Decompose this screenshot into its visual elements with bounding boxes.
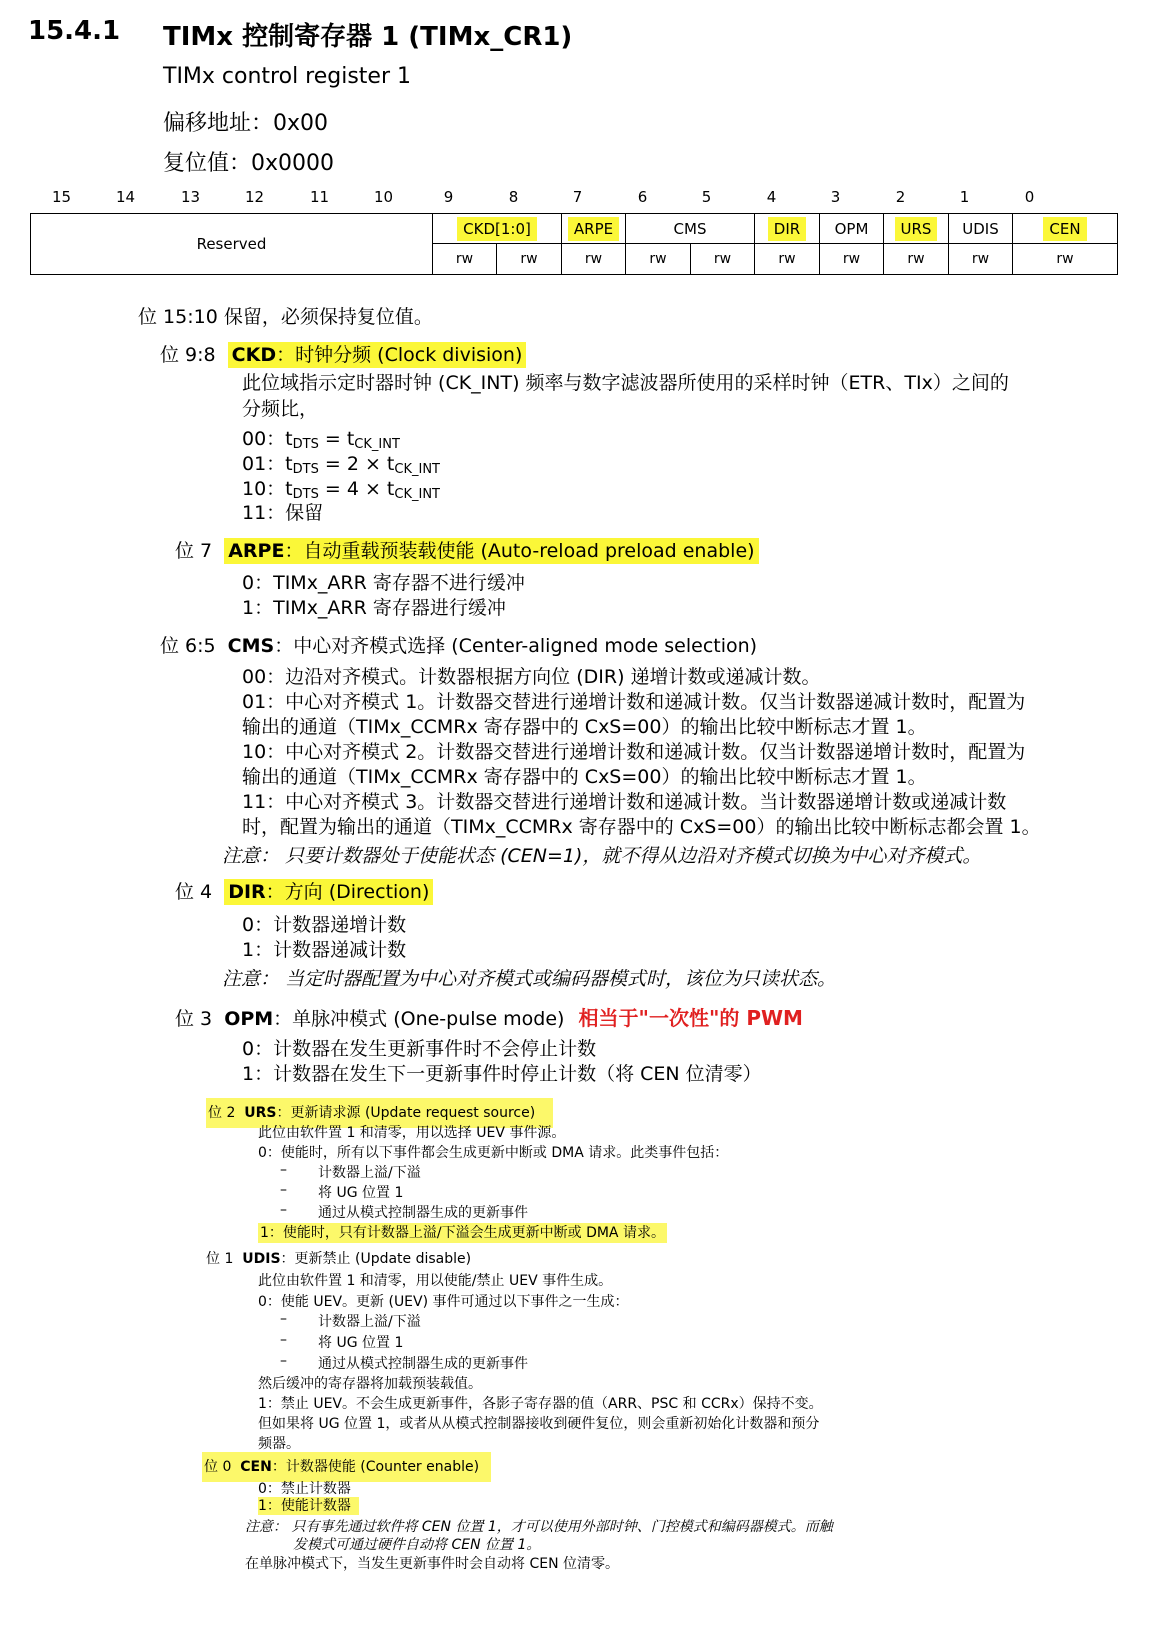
- cms-line: 01：中心对齐模式 1。计数器交替进行递增计数和递减计数。仅当计数器递减计数时，配置为: [242, 691, 1026, 713]
- bit-number: 10: [373, 188, 394, 206]
- section-number: 15.4.1: [28, 16, 121, 46]
- dash: –: [280, 1162, 287, 1178]
- bit-number-row: [28, 188, 1118, 208]
- cms-note: 注意： 只要计数器处于使能状态 (CEN=1)，就不得从边沿对齐模式切换为中心对齐模式。: [222, 845, 982, 867]
- dash: –: [280, 1182, 287, 1198]
- udis-line: 0：使能 UEV。更新 (UEV) 事件可通过以下事件之一生成：: [258, 1294, 629, 1310]
- udis-event: 通过从模式控制器生成的更新事件: [318, 1356, 528, 1372]
- udis-heading: 位 1 UDIS：更新禁止 (Update disable): [206, 1251, 472, 1267]
- ckd-value-10: 10：$t_{DTS} = 4 \times t_{CK\_INT}$: [242, 478, 440, 502]
- field-ckd: CKD[1:0]: [433, 214, 562, 244]
- bit-number: 12: [244, 188, 265, 206]
- opm-value-1: 1：计数器在发生下一更新事件时停止计数（将 CEN 位清零）: [242, 1063, 762, 1085]
- field-cen: CEN: [1013, 214, 1117, 244]
- bits-15-10-description: 位 15:10 保留，必须保持复位值。: [138, 306, 433, 328]
- bit-number: 14: [115, 188, 136, 206]
- bit-number: 2: [895, 188, 906, 206]
- cms-line: 10：中心对齐模式 2。计数器交替进行递增计数和递减计数。仅当计数器递增计数时，配置为: [242, 741, 1026, 763]
- arpe-heading: 位 7 ARPE：自动重载预装载使能 (Auto-reload preload enable): [175, 536, 759, 563]
- field-opm: OPM: [820, 214, 884, 244]
- cen-heading: 位 0 CEN：计数器使能 (Counter enable): [202, 1452, 491, 1482]
- access-rw: rw: [949, 244, 1013, 274]
- arpe-value-1: 1：TIMx_ARR 寄存器进行缓冲: [242, 597, 506, 619]
- bit-number: 1: [959, 188, 970, 206]
- opm-heading: 位 3 OPM：单脉冲模式 (One-pulse mode) 相当于"一次性"的 PWM: [175, 1006, 803, 1030]
- udis-line: 1：禁止 UEV。不会生成更新事件，各影子寄存器的值（ARR、PSC 和 CCRx）保持不变。: [258, 1396, 823, 1412]
- access-rw: rw: [433, 244, 497, 274]
- urs-line: 0：使能时，所有以下事件都会生成更新中断或 DMA 请求。此类事件包括：: [258, 1145, 729, 1161]
- cen-line: 在单脉冲模式下，当发生更新事件时会自动将 CEN 位清零。: [245, 1556, 619, 1572]
- urs-line: 此位由软件置 1 和清零，用以选择 UEV 事件源。: [258, 1125, 566, 1141]
- field-udis: UDIS: [949, 214, 1013, 244]
- udis-event: 计数器上溢/下溢: [318, 1314, 421, 1330]
- reserved-field: Reserved: [31, 214, 433, 274]
- bit-number: 7: [572, 188, 583, 206]
- bit-number: 6: [637, 188, 648, 206]
- cms-line: 输出的通道（TIMx_CCMRx 寄存器中的 CxS=00）的输出比较中断标志才置 1。: [242, 716, 927, 738]
- field-cms: CMS: [626, 214, 755, 244]
- ckd-value-01: 01：$t_{DTS} = 2 \times t_{CK\_INT}$: [242, 453, 440, 477]
- field-urs: URS: [884, 214, 949, 244]
- cen-value-1: 1：使能计数器: [258, 1495, 359, 1515]
- dash: –: [280, 1353, 287, 1369]
- bit-number: 15: [51, 188, 72, 206]
- opm-annotation: 相当于"一次性"的 PWM: [578, 1006, 803, 1030]
- cms-line: 时，配置为输出的通道（TIMx_CCMRx 寄存器中的 CxS=00）的输出比较中断标志都会置 1。: [242, 816, 1041, 838]
- dash: –: [280, 1202, 287, 1218]
- dash: –: [280, 1332, 287, 1348]
- cen-value-0: 0：禁止计数器: [258, 1481, 351, 1497]
- bit-number: 13: [180, 188, 201, 206]
- opm-value-0: 0：计数器在发生更新事件时不会停止计数: [242, 1038, 597, 1060]
- section-title: TIMx 控制寄存器 1 (TIMx_CR1): [163, 22, 573, 52]
- udis-line: 但如果将 UG 位置 1，或者从从模式控制器接收到硬件复位，则会重新初始化计数器和预分: [258, 1416, 820, 1432]
- cen-note: 发模式可通过硬件自动将 CEN 位置 1。: [293, 1537, 541, 1553]
- urs-event: 通过从模式控制器生成的更新事件: [318, 1205, 528, 1221]
- access-rw: rw: [626, 244, 691, 274]
- access-rw: rw: [497, 244, 562, 274]
- udis-line: 频器。: [258, 1436, 300, 1452]
- cms-line: 11：中心对齐模式 3。计数器交替进行递增计数和递减计数。当计数器递增计数或递减计数: [242, 791, 1007, 813]
- access-rw: rw: [562, 244, 626, 274]
- urs-event: 将 UG 位置 1: [318, 1185, 404, 1201]
- register-table: [30, 213, 1118, 275]
- dash: –: [280, 1311, 287, 1327]
- bit-number: 3: [830, 188, 841, 206]
- access-rw: rw: [1056, 251, 1074, 267]
- bit-number: 0: [1024, 188, 1035, 206]
- bit-number: 11: [309, 188, 330, 206]
- ckd-desc: 此位域指示定时器时钟 (CK_INT) 频率与数字滤波器所使用的采样时钟（ETR、TIx）之间的 分频比，: [242, 372, 1009, 420]
- cen-note: 注意： 只有事先通过软件将 CEN 位置 1，才可以使用外部时钟、门控模式和编码器模式。而触: [245, 1519, 833, 1535]
- udis-event: 将 UG 位置 1: [318, 1335, 404, 1351]
- udis-line: 此位由软件置 1 和清零，用以使能/禁止 UEV 事件生成。: [258, 1273, 613, 1289]
- urs-heading: 位 2 URS：更新请求源 (Update request source): [206, 1098, 553, 1128]
- urs-value-1: 1：使能时，只有计数器上溢/下溢会生成更新中断或 DMA 请求。: [260, 1225, 665, 1241]
- udis-line: 然后缓冲的寄存器将加载预装载值。: [258, 1376, 482, 1392]
- register-english-name: TIMx control register 1: [163, 64, 412, 89]
- field-arpe: ARPE: [562, 214, 626, 244]
- access-rw: rw: [691, 244, 755, 274]
- reset-value: 复位值：0x0000: [163, 151, 335, 176]
- ckd-heading: 位 9:8 CKD：时钟分频 (Clock division): [160, 340, 526, 367]
- bit-number: 5: [701, 188, 712, 206]
- dir-value-1: 1：计数器递减计数: [242, 939, 407, 961]
- bit-number: 9: [443, 188, 454, 206]
- cms-heading: 位 6:5 CMS：中心对齐模式选择 (Center-aligned mode selection): [160, 635, 758, 657]
- bit-number: 4: [766, 188, 777, 206]
- bit-number: 8: [508, 188, 519, 206]
- access-rw: rw: [884, 244, 949, 274]
- arpe-value-0: 0：TIMx_ARR 寄存器不进行缓冲: [242, 572, 525, 594]
- cms-line: 00：边沿对齐模式。计数器根据方向位 (DIR) 递增计数或递减计数。: [242, 666, 821, 688]
- offset-address: 偏移地址：0x00: [163, 111, 329, 136]
- dir-heading: 位 4 DIR：方向 (Direction): [175, 877, 433, 904]
- dir-value-0: 0：计数器递增计数: [242, 914, 407, 936]
- urs-event: 计数器上溢/下溢: [318, 1165, 421, 1181]
- dir-note: 注意： 当定时器配置为中心对齐模式或编码器模式时，该位为只读状态。: [222, 968, 837, 990]
- access-rw: rw: [755, 244, 820, 274]
- field-dir: DIR: [755, 214, 820, 244]
- cms-line: 输出的通道（TIMx_CCMRx 寄存器中的 CxS=00）的输出比较中断标志才置 1。: [242, 766, 927, 788]
- access-rw: rw: [820, 244, 884, 274]
- ckd-value-00: 00：$t_{DTS} = t_{CK\_INT}$: [242, 428, 400, 452]
- ckd-value-11: 11：保留: [242, 502, 324, 524]
